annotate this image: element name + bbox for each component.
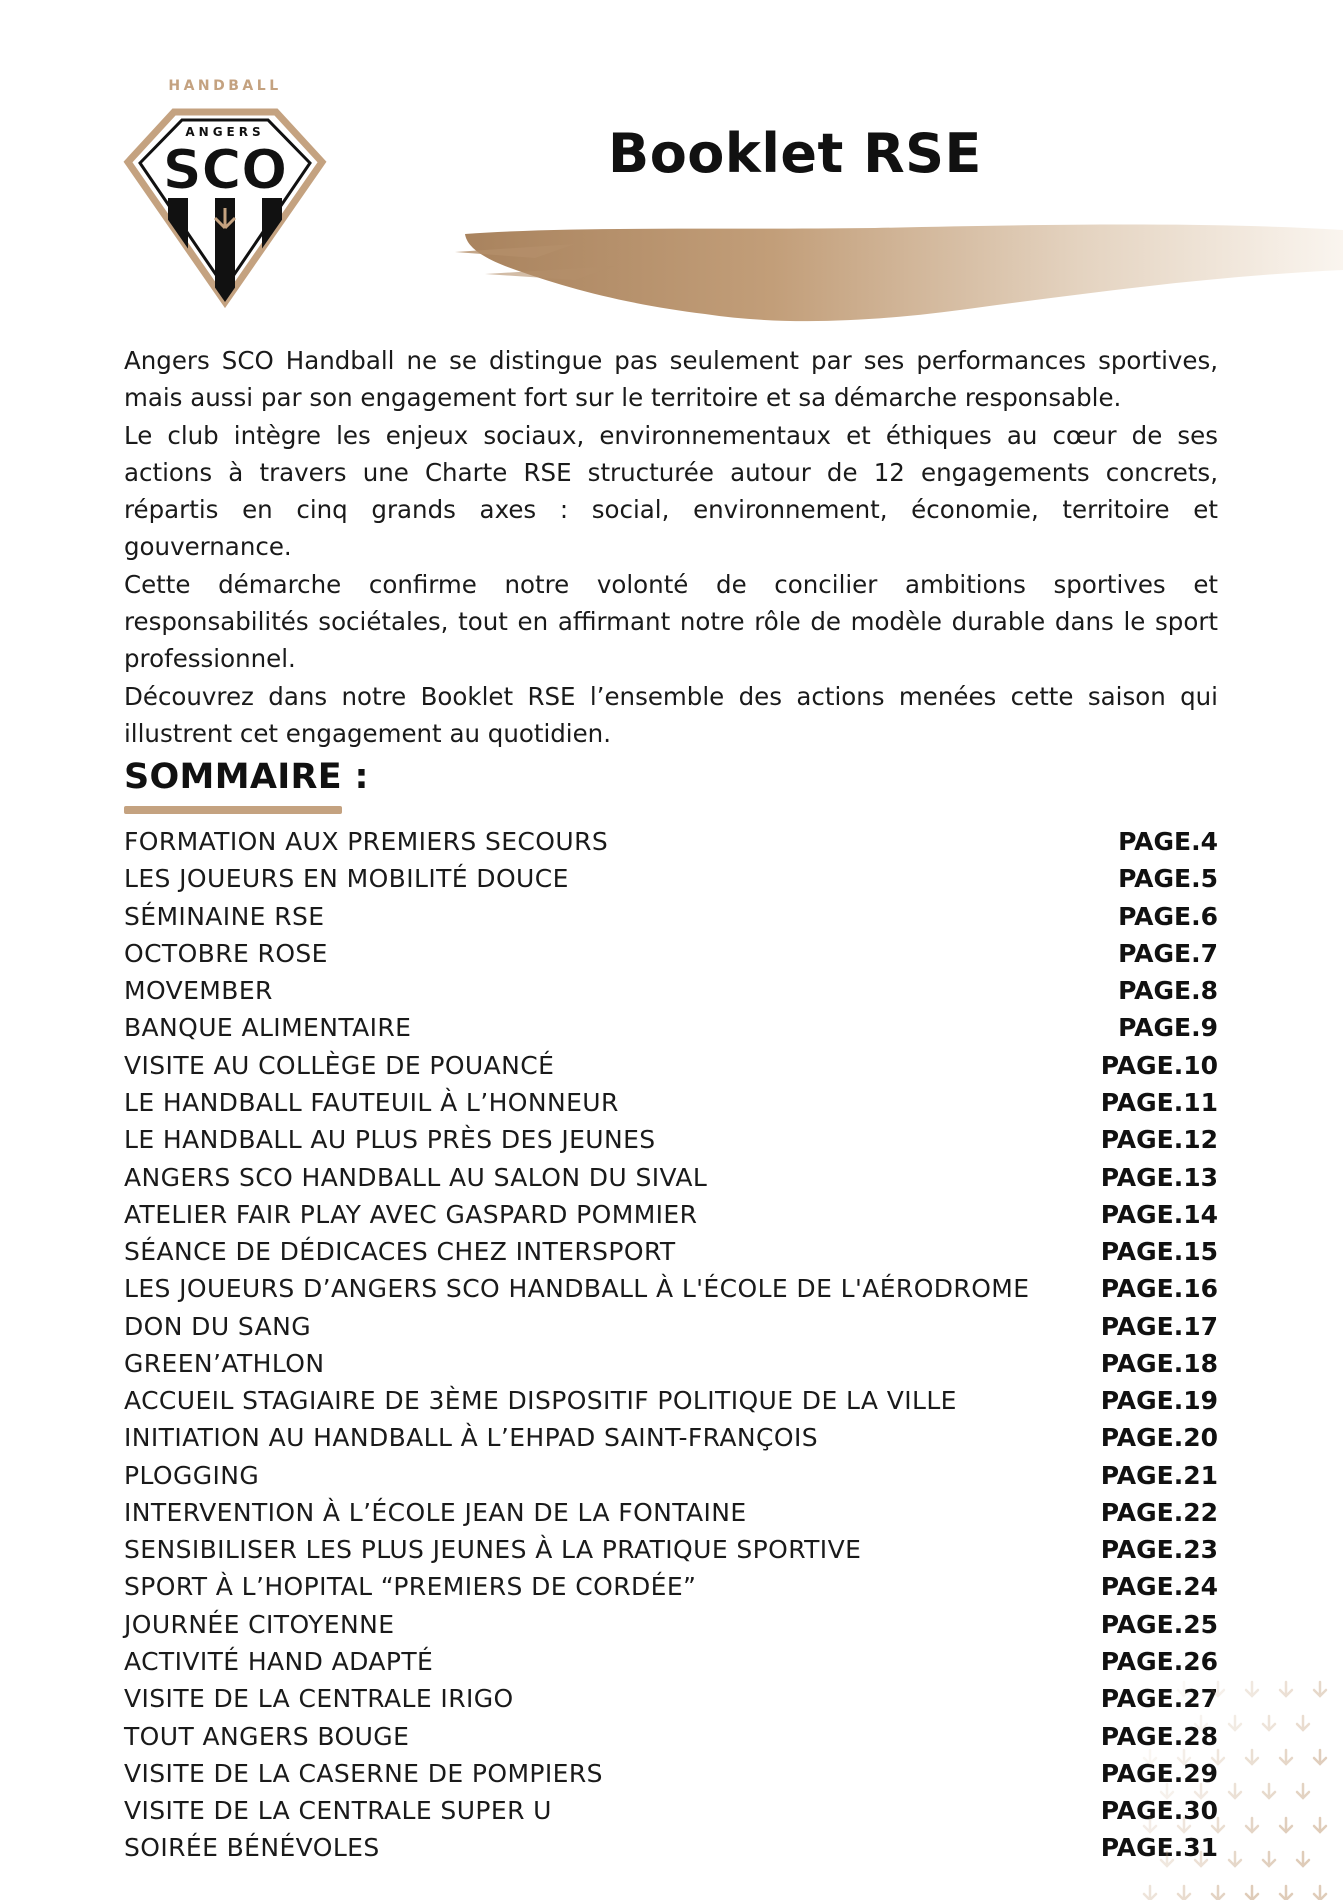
toc-page: PAGE.19	[1100, 1386, 1218, 1416]
decorative-arrow-pattern	[1130, 1670, 1343, 1900]
sommaire-underline	[124, 806, 342, 814]
intro-text	[124, 342, 1218, 752]
toc-row[interactable]	[124, 1158, 1218, 1195]
toc-label: GREEN’ATHLON	[124, 1348, 325, 1378]
intro-paragraph: Découvrez dans notre Booklet RSE l’ensemble des actions menées cette saison qui illustrent cet engagement au quotidien.	[124, 681, 1218, 748]
intro-paragraph: Cette démarche confirme notre volonté de concilier ambitions sportives et responsabilités sociétales, tout en affirmant notre rôle de modèle durable dans le sport professionnel.	[124, 569, 1218, 674]
toc-row[interactable]	[124, 1084, 1218, 1121]
toc-page: PAGE.9	[1118, 1013, 1218, 1043]
toc-page: PAGE.22	[1100, 1497, 1218, 1527]
arrow-down-icon	[1280, 1818, 1292, 1832]
toc-label: LE HANDBALL AU PLUS PRÈS DES JEUNES	[124, 1125, 656, 1155]
toc-page: PAGE.26	[1100, 1646, 1218, 1676]
arrow-down-icon	[1246, 1682, 1258, 1696]
arrow-down-icon	[1161, 1784, 1173, 1798]
arrow-down-icon	[1161, 1852, 1173, 1866]
toc-row[interactable]	[124, 1755, 1218, 1792]
table-of-contents	[124, 823, 1218, 1866]
toc-page: PAGE.6	[1118, 901, 1218, 931]
toc-label: INITIATION AU HANDBALL À L’EHPAD SAINT-FRANÇOIS	[124, 1423, 818, 1453]
arrow-down-icon	[1229, 1716, 1241, 1730]
toc-row[interactable]	[124, 1531, 1218, 1568]
arrow-down-icon	[1144, 1818, 1156, 1832]
toc-label: VISITE AU COLLÈGE DE POUANCÉ	[124, 1050, 555, 1080]
toc-row[interactable]	[124, 860, 1218, 897]
arrow-down-icon	[1314, 1818, 1326, 1832]
toc-label: SOIRÉE BÉNÉVOLES	[124, 1833, 380, 1863]
toc-page: PAGE.24	[1100, 1572, 1218, 1602]
toc-label: FORMATION AUX PREMIERS SECOURS	[124, 827, 609, 857]
arrow-down-icon	[1212, 1682, 1224, 1696]
toc-row[interactable]	[124, 1009, 1218, 1046]
toc-page: PAGE.21	[1100, 1460, 1218, 1490]
arrow-down-icon	[1212, 1886, 1224, 1900]
toc-page: PAGE.5	[1118, 864, 1218, 894]
toc-row[interactable]	[124, 972, 1218, 1009]
toc-page: PAGE.8	[1118, 976, 1218, 1006]
toc-row[interactable]	[124, 1419, 1218, 1456]
logo-city-text: ANGERS	[185, 125, 265, 139]
toc-label: JOURNÉE CITOYENNE	[124, 1609, 395, 1639]
toc-row[interactable]	[124, 1345, 1218, 1382]
toc-label: LE HANDBALL FAUTEUIL À L’HONNEUR	[124, 1087, 619, 1117]
toc-label: LES JOUEURS D’ANGERS SCO HANDBALL À L'ÉCOLE DE L'AÉRODROME	[124, 1274, 1030, 1304]
toc-row[interactable]	[124, 898, 1218, 935]
toc-label: MOVEMBER	[124, 976, 273, 1006]
arrow-down-icon	[1195, 1716, 1207, 1730]
arrow-down-icon	[1297, 1852, 1309, 1866]
toc-label: PLOGGING	[124, 1460, 260, 1490]
arrow-down-icon	[1314, 1682, 1326, 1696]
toc-label: INTERVENTION À L’ÉCOLE JEAN DE LA FONTAINE	[124, 1497, 747, 1527]
arrow-down-icon	[1297, 1716, 1309, 1730]
toc-row[interactable]	[124, 1494, 1218, 1531]
toc-page: PAGE.4	[1118, 827, 1218, 857]
toc-label: ACTIVITÉ HAND ADAPTÉ	[124, 1646, 434, 1676]
arrow-down-icon	[1280, 1886, 1292, 1900]
toc-page: PAGE.15	[1100, 1237, 1218, 1267]
intro-paragraph: Le club intègre les enjeux sociaux, environnementaux et éthiques au cœur de ses actions à travers une Charte RSE structurée autour de 12 engagements concrets, répartis en cinq grands axes : social, environnement, économie, territoire et gouvernance.	[124, 420, 1218, 562]
intro-paragraph: Angers SCO Handball ne se distingue pas seulement par ses performances sportives, mais aussi par son engagement fort sur le territoire et sa démarche responsable.	[124, 346, 1218, 413]
page-title: Booklet RSE	[608, 122, 982, 185]
logo-main-text: SCO	[162, 138, 288, 201]
toc-page: PAGE.18	[1100, 1348, 1218, 1378]
toc-page: PAGE.11	[1100, 1087, 1218, 1117]
arrow-down-icon	[1195, 1784, 1207, 1798]
toc-row[interactable]	[124, 1196, 1218, 1233]
toc-row[interactable]	[124, 1680, 1218, 1717]
toc-row[interactable]	[124, 1457, 1218, 1494]
arrow-down-icon	[1246, 1886, 1258, 1900]
toc-label: VISITE DE LA CENTRALE IRIGO	[124, 1684, 514, 1714]
toc-page: PAGE.12	[1100, 1125, 1218, 1155]
toc-label: SÉMINAINE RSE	[124, 901, 325, 931]
toc-page: PAGE.27	[1100, 1684, 1218, 1714]
arrow-down-icon	[1246, 1818, 1258, 1832]
arrow-down-icon	[1178, 1886, 1190, 1900]
toc-label: BANQUE ALIMENTAIRE	[124, 1013, 412, 1043]
toc-row[interactable]	[124, 1717, 1218, 1754]
toc-label: SÉANCE DE DÉDICACES CHEZ INTERSPORT	[124, 1237, 676, 1267]
toc-row[interactable]	[124, 1233, 1218, 1270]
toc-page: PAGE.30	[1100, 1796, 1218, 1826]
toc-label: VISITE DE LA CENTRALE SUPER U	[124, 1796, 552, 1826]
toc-label: SPORT À L’HOPITAL “PREMIERS DE CORDÉE”	[124, 1572, 697, 1602]
toc-page: PAGE.23	[1100, 1535, 1218, 1565]
arrow-down-icon	[1212, 1818, 1224, 1832]
toc-page: PAGE.28	[1100, 1721, 1218, 1751]
arrow-down-icon	[1280, 1750, 1292, 1764]
arrow-down-icon	[1212, 1750, 1224, 1764]
toc-row[interactable]	[124, 935, 1218, 972]
toc-row[interactable]	[124, 1121, 1218, 1158]
arrow-down-icon	[1314, 1886, 1326, 1900]
arrow-down-icon	[1280, 1682, 1292, 1696]
toc-label: DON DU SANG	[124, 1311, 311, 1341]
toc-row[interactable]	[124, 823, 1218, 860]
toc-row[interactable]	[124, 1606, 1218, 1643]
arrow-down-icon	[1246, 1750, 1258, 1764]
toc-row[interactable]	[124, 1307, 1218, 1344]
arrow-down-icon	[1178, 1682, 1190, 1696]
arrow-down-icon	[1297, 1784, 1309, 1798]
angers-sco-handball-logo	[120, 70, 330, 320]
toc-page: PAGE.13	[1100, 1162, 1218, 1192]
toc-label: OCTOBRE ROSE	[124, 938, 328, 968]
toc-label: ACCUEIL STAGIAIRE DE 3ÈME DISPOSITIF POLITIQUE DE LA VILLE	[124, 1386, 957, 1416]
toc-page: PAGE.17	[1100, 1311, 1218, 1341]
toc-label: SENSIBILISER LES PLUS JEUNES À LA PRATIQUE SPORTIVE	[124, 1535, 862, 1565]
arrow-down-icon	[1195, 1852, 1207, 1866]
logo-handball-text: HANDBALL	[168, 78, 282, 94]
arrow-down-icon	[1263, 1784, 1275, 1798]
toc-label: ATELIER FAIR PLAY AVEC GASPARD POMMIER	[124, 1199, 698, 1229]
toc-page: PAGE.29	[1100, 1758, 1218, 1788]
arrow-down-icon	[1144, 1750, 1156, 1764]
arrow-down-icon	[1144, 1886, 1156, 1900]
toc-row[interactable]	[124, 1270, 1218, 1307]
toc-label: VISITE DE LA CASERNE DE POMPIERS	[124, 1758, 603, 1788]
arrow-down-icon	[1314, 1750, 1326, 1764]
sommaire-heading: SOMMAIRE :	[124, 757, 369, 797]
toc-label: ANGERS SCO HANDBALL AU SALON DU SIVAL	[124, 1162, 708, 1192]
toc-page: PAGE.25	[1100, 1609, 1218, 1639]
toc-row[interactable]	[124, 1382, 1218, 1419]
toc-row[interactable]	[124, 1643, 1218, 1680]
gold-brush-stroke	[455, 222, 1343, 332]
arrow-down-icon	[1229, 1852, 1241, 1866]
toc-page: PAGE.31	[1100, 1833, 1218, 1863]
arrow-down-icon	[1178, 1818, 1190, 1832]
arrow-down-icon	[1263, 1716, 1275, 1730]
arrow-down-icon	[1229, 1784, 1241, 1798]
toc-page: PAGE.14	[1100, 1199, 1218, 1229]
toc-row[interactable]	[124, 1829, 1218, 1866]
toc-page: PAGE.20	[1100, 1423, 1218, 1453]
toc-page: PAGE.16	[1100, 1274, 1218, 1304]
toc-row[interactable]	[124, 1792, 1218, 1829]
toc-row[interactable]	[124, 1047, 1218, 1084]
toc-page: PAGE.7	[1118, 938, 1218, 968]
toc-row[interactable]	[124, 1568, 1218, 1605]
toc-label: LES JOUEURS EN MOBILITÉ DOUCE	[124, 864, 569, 894]
toc-label: TOUT ANGERS BOUGE	[124, 1721, 410, 1751]
arrow-down-icon	[1178, 1750, 1190, 1764]
toc-page: PAGE.10	[1100, 1050, 1218, 1080]
arrow-down-icon	[1263, 1852, 1275, 1866]
